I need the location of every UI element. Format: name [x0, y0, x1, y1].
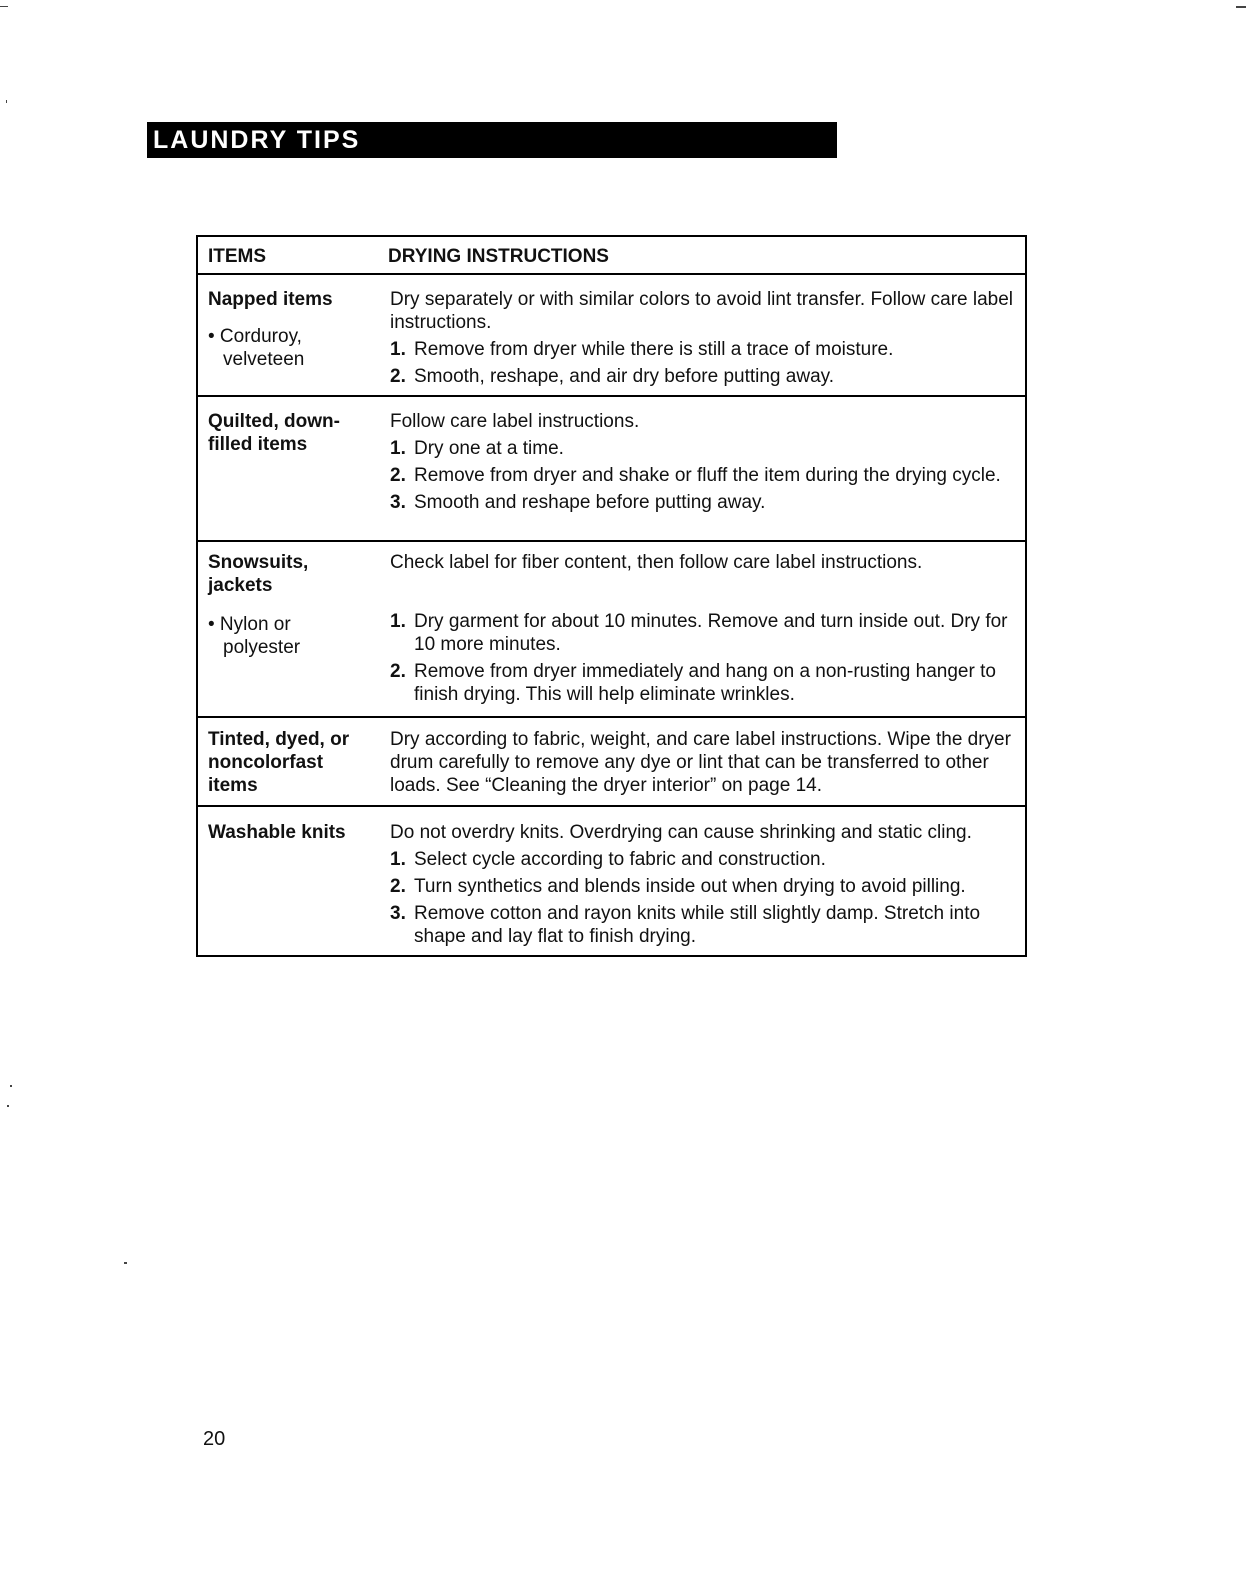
instruction-intro: Check label for fiber content, then follow care label instructions.	[390, 552, 923, 573]
step-number: 2.	[390, 465, 406, 486]
instructions-cell	[388, 288, 1025, 395]
instruction-steps	[390, 437, 1017, 514]
column-header-items: ITEMS	[208, 246, 267, 267]
step-text: Dry garment for about 10 minutes. Remove and turn inside out. Dry for 10 more minutes.	[414, 611, 1008, 655]
scan-mark	[1236, 6, 1246, 8]
item-cell	[198, 410, 388, 540]
list-item	[390, 848, 1017, 871]
list-item	[390, 902, 1017, 948]
step-number: 2.	[390, 661, 406, 682]
step-number: 1.	[390, 849, 406, 870]
step-text: Remove from dryer immediately and hang on a non-rusting hanger to finish drying. This will help eliminate wrinkles.	[414, 661, 996, 705]
step-text: Remove from dryer while there is still a trace of moisture.	[414, 339, 894, 360]
step-number: 1.	[390, 438, 406, 459]
step-text: Remove from dryer and shake or fluff the item during the drying cycle.	[414, 465, 1001, 486]
list-item	[390, 437, 1017, 460]
item-title: Snowsuits, jackets	[208, 552, 309, 596]
table-row	[198, 275, 1025, 397]
table-header	[198, 237, 1025, 275]
list-item	[390, 491, 1017, 514]
step-text: Smooth, reshape, and air dry before putting away.	[414, 366, 835, 387]
table-row	[198, 542, 1025, 718]
list-item	[390, 464, 1017, 487]
instruction-intro: Dry according to fabric, weight, and care label instructions. Wipe the dryer drum carefully to remove any dye or lint that can be transferred to other loads. See “Cleaning the dryer interior” on page 14.	[390, 729, 1011, 796]
list-item	[390, 660, 1017, 706]
item-cell	[198, 288, 388, 395]
section-title: LAUNDRY TIPS	[153, 126, 361, 154]
item-subtype: • Corduroy, velveteen	[208, 326, 305, 370]
list-item	[390, 875, 1017, 898]
step-number: 2.	[390, 366, 406, 387]
item-title: Washable knits	[208, 822, 346, 843]
item-title: Quilted, down-filled items	[208, 411, 340, 455]
item-cell	[198, 551, 388, 716]
list-item	[390, 338, 1017, 361]
scan-mark	[6, 100, 7, 103]
instruction-steps	[390, 610, 1017, 706]
item-cell	[198, 821, 388, 955]
instruction-intro: Dry separately or with similar colors to avoid lint transfer. Follow care label instructions.	[390, 289, 1014, 333]
item-subtype: • Nylon or polyester	[208, 614, 301, 658]
instruction-intro: Do not overdry knits. Overdrying can cause shrinking and static cling.	[390, 822, 972, 843]
list-item	[390, 365, 1017, 388]
section-header-bar	[147, 122, 837, 158]
page-number: 20	[203, 1428, 226, 1450]
step-text: Smooth and reshape before putting away.	[414, 492, 766, 513]
list-item	[390, 610, 1017, 656]
instructions-cell	[388, 728, 1025, 805]
instruction-steps	[390, 338, 1017, 388]
item-title: Tinted, dyed, or noncolorfast items	[208, 729, 350, 796]
step-number: 1.	[390, 339, 406, 360]
instructions-cell	[388, 551, 1025, 716]
instruction-intro: Follow care label instructions.	[390, 411, 640, 432]
column-header-instructions: DRYING INSTRUCTIONS	[388, 246, 609, 267]
drying-instructions-table	[196, 235, 1027, 957]
item-cell	[198, 728, 388, 805]
table-row	[198, 807, 1025, 955]
step-text: Dry one at a time.	[414, 438, 564, 459]
table-row	[198, 397, 1025, 542]
instructions-cell	[388, 821, 1025, 955]
scan-mark	[124, 1262, 127, 1264]
step-text: Remove cotton and rayon knits while still slightly damp. Stretch into shape and lay flat to finish drying.	[414, 903, 981, 947]
table-row	[198, 718, 1025, 807]
step-number: 1.	[390, 611, 406, 632]
step-number: 3.	[390, 903, 406, 924]
scan-mark	[0, 6, 8, 7]
step-number: 3.	[390, 492, 406, 513]
item-title: Napped items	[208, 289, 333, 310]
step-text: Turn synthetics and blends inside out when drying to avoid pilling.	[414, 876, 966, 897]
scan-mark	[7, 1105, 9, 1107]
step-number: 2.	[390, 876, 406, 897]
scan-mark	[10, 1085, 12, 1087]
instructions-cell	[388, 410, 1025, 540]
step-text: Select cycle according to fabric and construction.	[414, 849, 826, 870]
instruction-steps	[390, 848, 1017, 948]
